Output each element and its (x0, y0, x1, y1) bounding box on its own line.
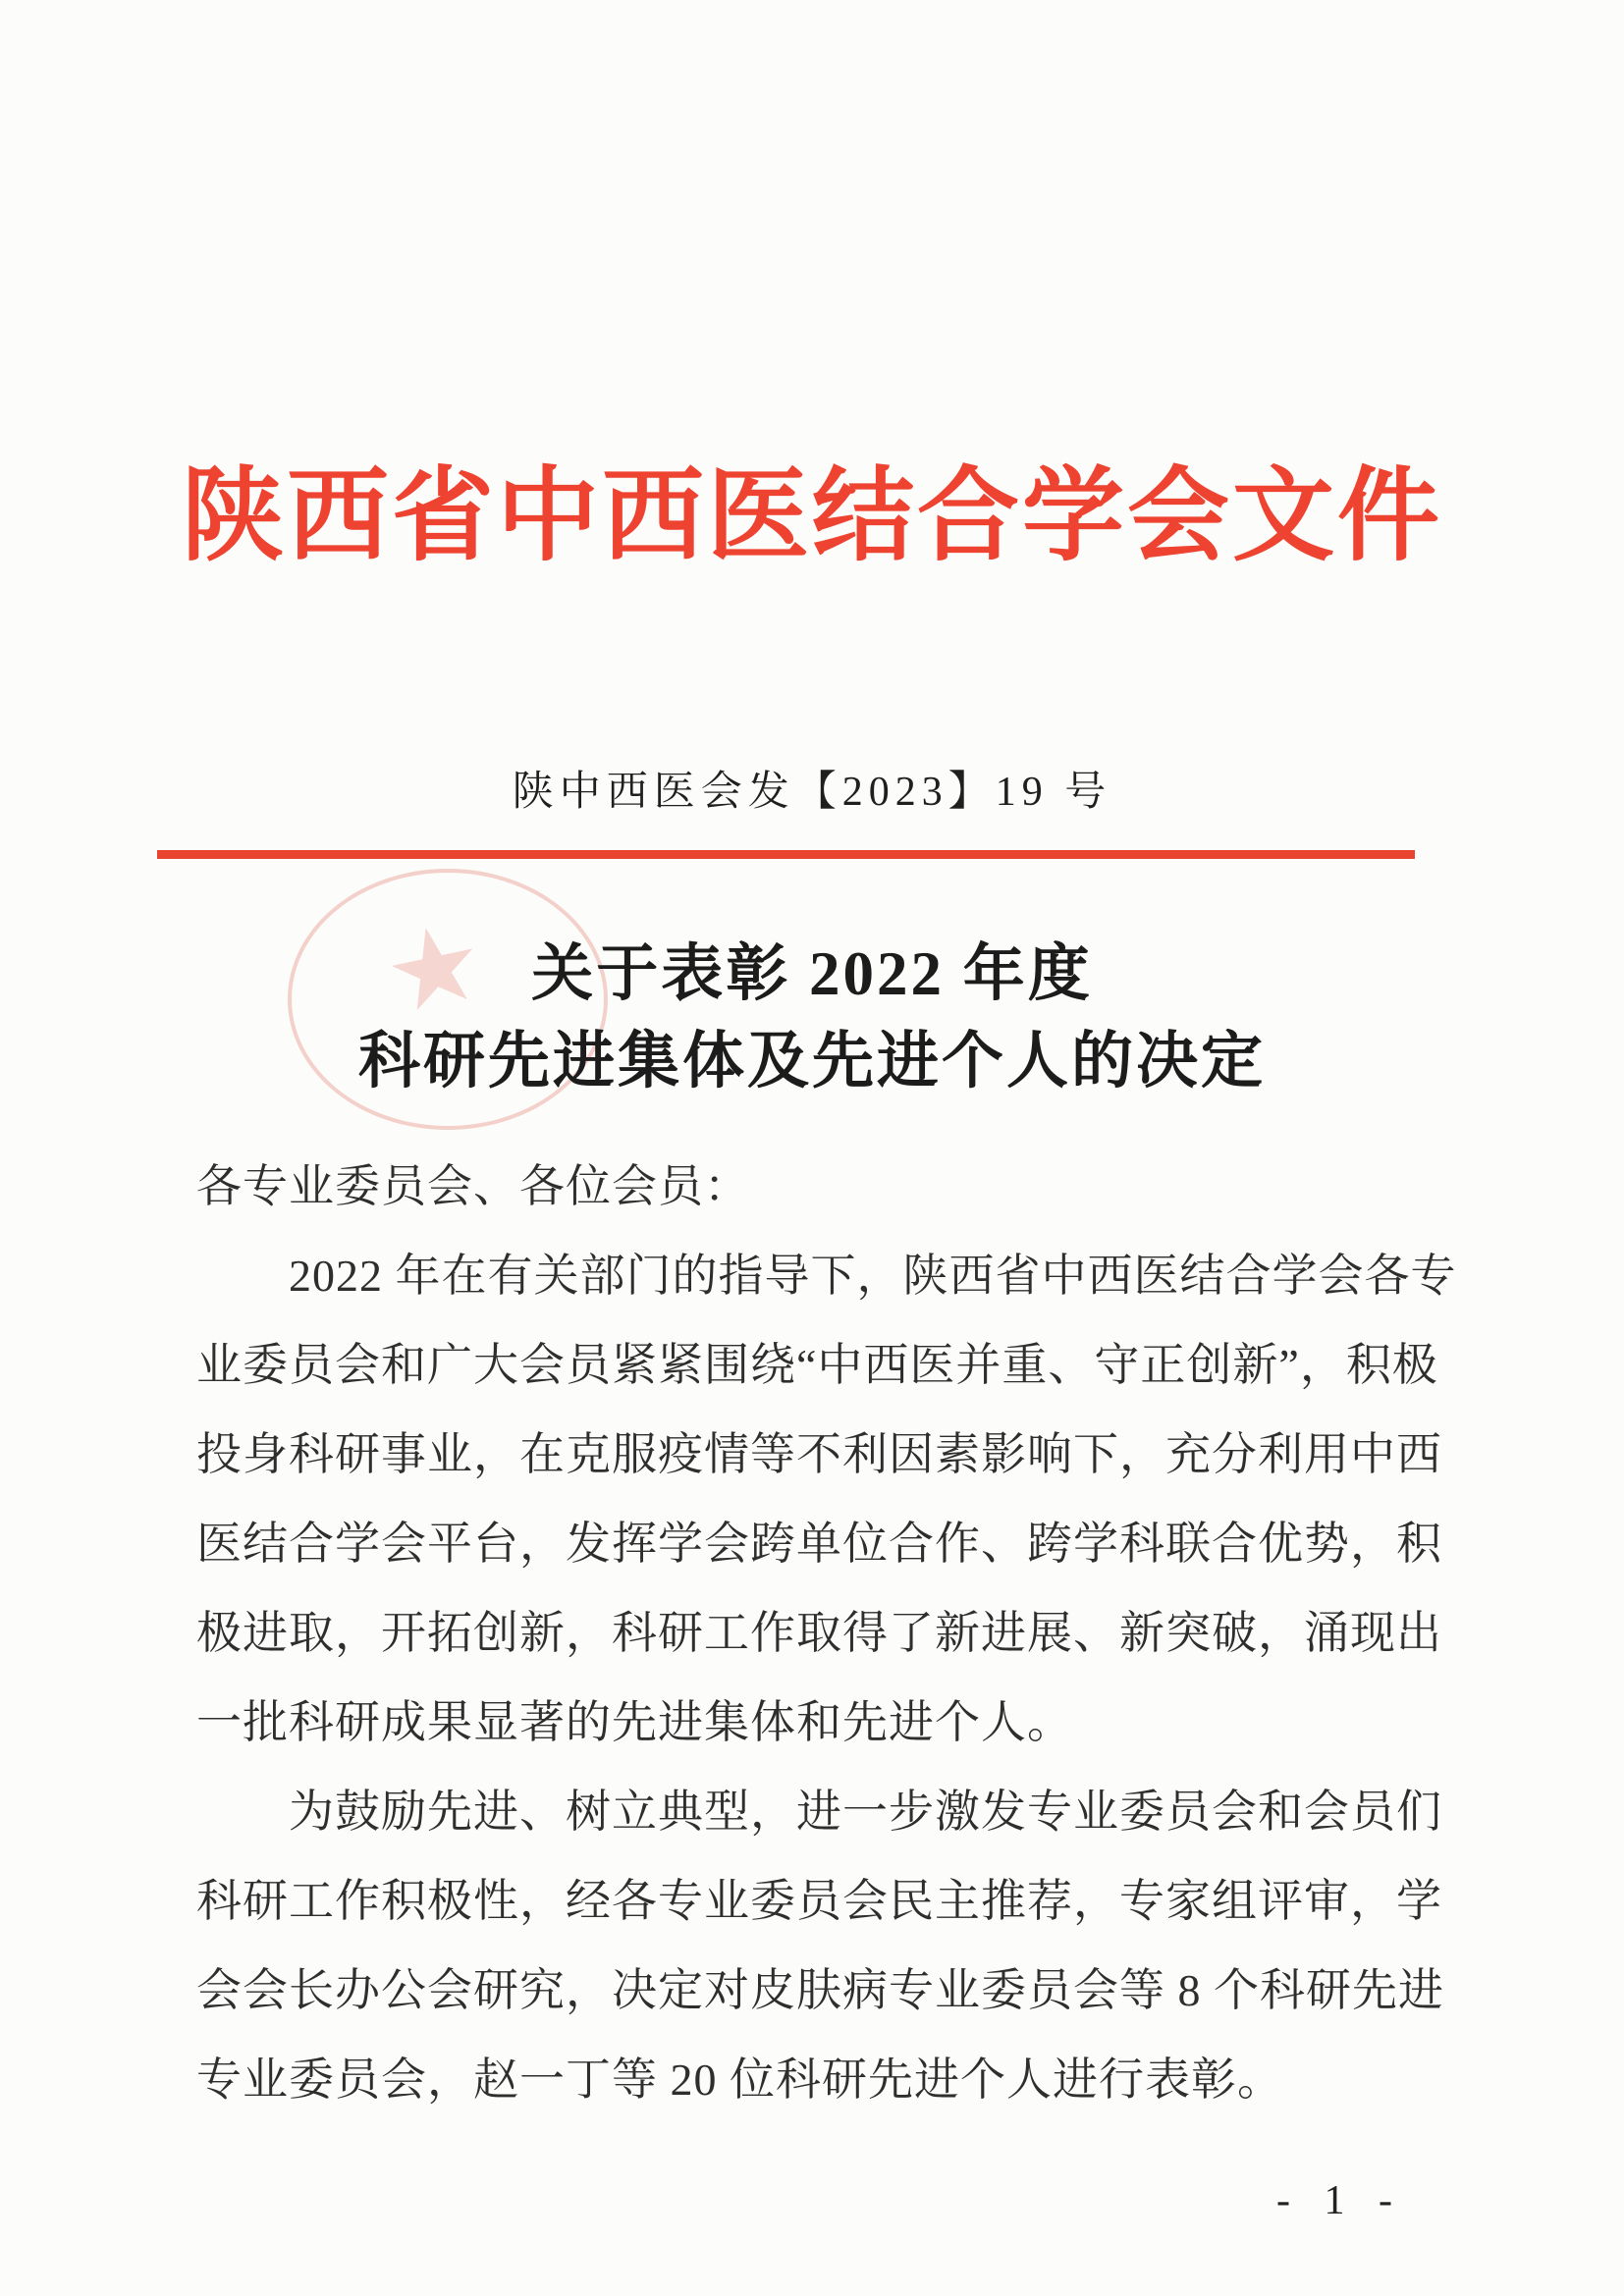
paragraph-1-line-1: 2022 年在有关部门的指导下，陕西省中西医结合学会各专 (289, 1251, 1457, 1301)
paragraph-2-line-1: 为鼓励先进、树立典型，进一步激发专业委员会和会员们 (289, 1787, 1442, 1837)
paragraph-2-line-2: 科研工作积极性，经各专业委员会民主推荐，专家组评审，学 (196, 1876, 1442, 1926)
document-title-line-1: 关于表彰 2022 年度 (531, 939, 1093, 1008)
document-title (0, 931, 1624, 1105)
paragraph-1-line-3: 投身科研事业，在克服疫情等不利因素影响下，充分利用中西 (196, 1429, 1442, 1479)
salutation-line: 各专业委员会、各位会员： (196, 1161, 750, 1211)
paragraph-1-line-6: 一批科研成果显著的先进集体和先进个人。 (196, 1697, 1073, 1747)
paragraph-1-line-2: 业委员会和广大会员紧紧围绕“中西医并重、守正创新”，积极 (196, 1340, 1438, 1390)
seal-star-icon: ★ (373, 896, 495, 1040)
paragraph-1-line-4: 医结合学会平台，发挥学会跨单位合作、跨学科联合优势，积 (196, 1519, 1442, 1569)
document-number: 陕中西医会发【2023】19 号 (512, 770, 1112, 815)
org-header-title: 陕西省中西医结合学会文件 (181, 460, 1442, 573)
page-number: - 1 - (1276, 2178, 1404, 2223)
paragraph-1-line-5: 极进取，开拓创新，科研工作取得了新进展、新突破，涌现出 (196, 1608, 1442, 1658)
document-title-line-2: 科研先进集体及先进个人的决定 (358, 1027, 1266, 1095)
paragraph-2-line-3: 会会长办公会研究，决定对皮肤病专业委员会等 8 个科研先进 (196, 1965, 1444, 2015)
paragraph-2-line-4: 专业委员会，赵一丁等 20 位科研先进个人进行表彰。 (196, 2055, 1283, 2105)
document-body (196, 1156, 1457, 2139)
red-divider-line (157, 850, 1415, 859)
